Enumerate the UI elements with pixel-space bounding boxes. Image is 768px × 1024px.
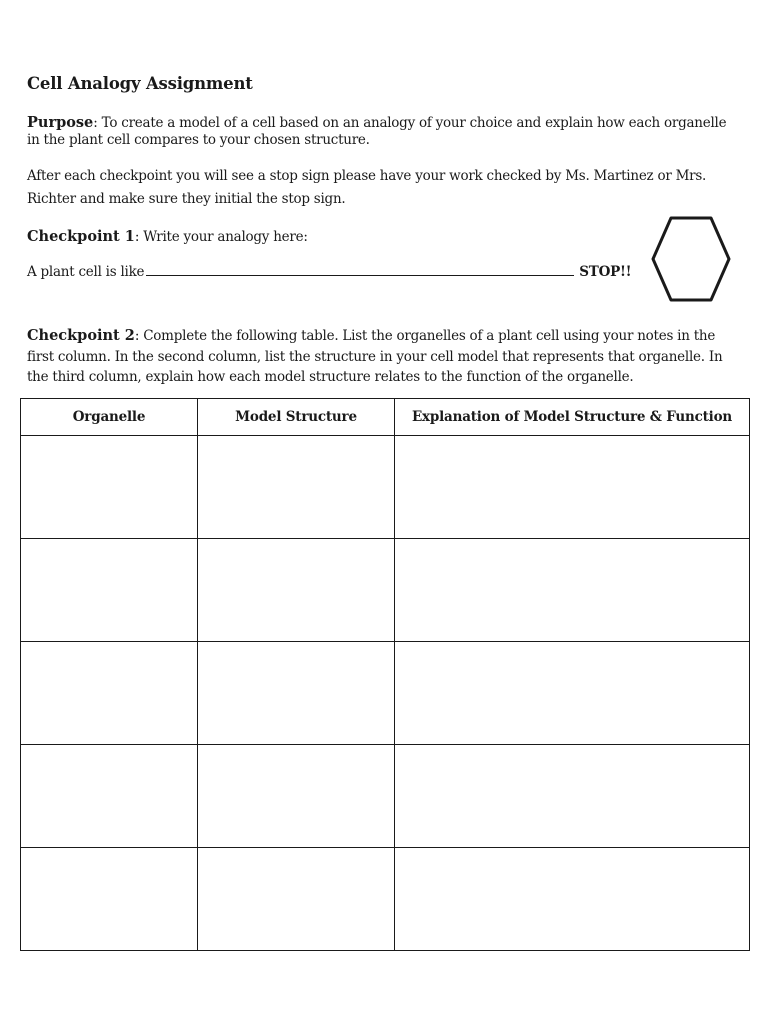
- table-row: [21, 745, 750, 848]
- analogy-prompt: A plant cell is like: [27, 264, 145, 280]
- table-row: [21, 539, 750, 642]
- checkpoint-2-label: Checkpoint 2: [27, 327, 135, 344]
- page-title: Cell Analogy Assignment: [27, 74, 253, 93]
- organelle-cell[interactable]: [21, 848, 198, 951]
- table-row: [21, 642, 750, 745]
- organelle-cell[interactable]: [21, 436, 198, 539]
- purpose-text: : To create a model of a cell based on an analogy of your choice and explain how each organelle in the plant cell compares to your chosen structure.: [27, 115, 727, 148]
- checkpoint-1-text: : Write your analogy here:: [134, 229, 308, 245]
- checkpoint-1-paragraph: [27, 228, 739, 246]
- model-structure-cell[interactable]: [198, 436, 395, 539]
- table-header-row: [21, 399, 750, 436]
- organelle-cell[interactable]: [21, 539, 198, 642]
- model-structure-cell[interactable]: [198, 642, 395, 745]
- checkpoint-2-text: : Complete the following table. List the organelles of a plant cell using your notes in the first column. In the second column, list the structure in your cell model that represents that organelle. In the third column, explain how each model structure relates to the function of the organelle.: [27, 328, 723, 385]
- organelle-table: [20, 398, 750, 951]
- table-row: [21, 436, 750, 539]
- stop-text: STOP!!: [579, 264, 632, 280]
- table-row: [21, 848, 750, 951]
- hexagon-stop-sign-icon: [651, 216, 731, 302]
- organelle-cell[interactable]: [21, 745, 198, 848]
- header-explanation: Explanation of Model Structure & Function: [395, 399, 750, 436]
- explanation-cell[interactable]: [395, 642, 750, 745]
- purpose-label: Purpose: [27, 114, 94, 131]
- model-structure-cell[interactable]: [198, 848, 395, 951]
- purpose-paragraph: [27, 114, 739, 149]
- organelle-cell[interactable]: [21, 642, 198, 745]
- analogy-blank[interactable]: [146, 261, 574, 276]
- checkpoint-1-label: Checkpoint 1: [27, 228, 135, 245]
- analogy-line: [27, 261, 631, 280]
- model-structure-cell[interactable]: [198, 539, 395, 642]
- header-model-structure: Model Structure: [198, 399, 395, 436]
- explanation-cell[interactable]: [395, 539, 750, 642]
- checkpoint-2-paragraph: [27, 326, 739, 388]
- explanation-cell[interactable]: [395, 436, 750, 539]
- instructions-paragraph: After each checkpoint you will see a stop sign please have your work checked by Ms. Martinez or Mrs. Richter and make sure they initial the stop sign.: [27, 168, 707, 207]
- model-structure-cell[interactable]: [198, 745, 395, 848]
- header-organelle: Organelle: [21, 399, 198, 436]
- explanation-cell[interactable]: [395, 848, 750, 951]
- explanation-cell[interactable]: [395, 745, 750, 848]
